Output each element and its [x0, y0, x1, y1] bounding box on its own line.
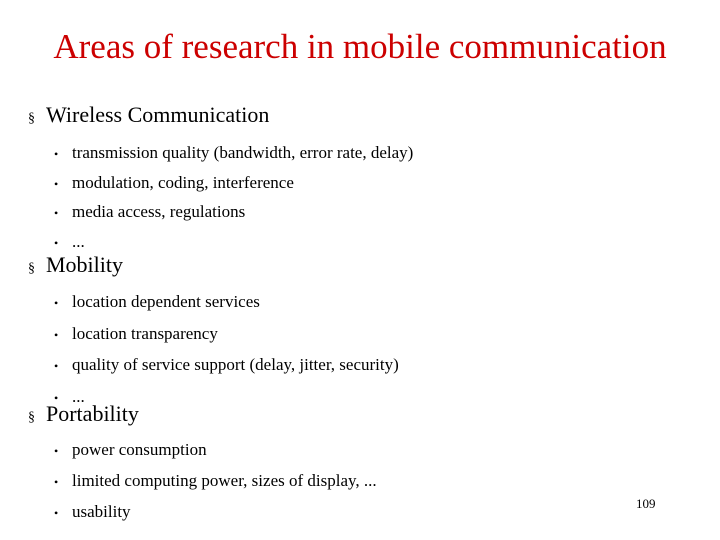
page-number: 109: [636, 496, 656, 511]
bullet-dot-icon: •: [54, 296, 59, 310]
section-wireless-communication: [28, 101, 413, 257]
section-heading: Wireless Communication: [46, 102, 270, 127]
bullet-dot-icon: •: [54, 359, 59, 373]
bullet-dot-icon: •: [54, 390, 59, 405]
list-item-text: usability: [72, 502, 131, 521]
list-item: [54, 497, 377, 528]
section-heading-row: [28, 101, 413, 133]
list-item-text: media access, regulations: [72, 202, 246, 221]
bullet-dot-icon: •: [54, 206, 59, 220]
section-heading-row: [28, 400, 377, 432]
list-item-text: limited computing power, sizes of display, ...: [72, 471, 377, 490]
bullet-dot-icon: •: [54, 444, 59, 458]
list-item-text: location dependent services: [72, 292, 260, 311]
section-heading: Mobility: [46, 252, 124, 277]
bullet-dot-icon: •: [54, 176, 59, 191]
bullet-dot-icon: •: [54, 475, 59, 489]
sub-list: [54, 139, 413, 257]
list-item: [54, 435, 377, 466]
section-mark-icon: §: [28, 111, 35, 126]
list-item-text: quality of service support (delay, jitter, security): [72, 355, 399, 374]
list-item: [54, 350, 399, 382]
bullet-dot-icon: •: [54, 327, 59, 342]
list-item-text: location transparency: [72, 323, 218, 343]
list-item-text: ...: [72, 386, 85, 406]
list-item: [54, 287, 399, 319]
list-item: [54, 198, 413, 228]
list-item: [54, 319, 399, 351]
section-portability: [28, 400, 377, 528]
list-item: [54, 466, 377, 497]
slide-title: Areas of research in mobile communication: [53, 27, 667, 66]
section-heading-row: [28, 251, 399, 283]
list-item-text: ...: [72, 231, 85, 251]
bullet-dot-icon: •: [54, 147, 59, 161]
list-item: [54, 169, 413, 199]
bullet-dot-icon: •: [54, 235, 59, 250]
section-mark-icon: §: [28, 261, 35, 276]
bullet-dot-icon: •: [54, 506, 59, 520]
section-mobility: [28, 251, 399, 413]
sub-list: [54, 435, 377, 528]
list-item: [54, 139, 413, 169]
section-mark-icon: §: [28, 410, 35, 425]
list-item-text: power consumption: [72, 440, 207, 459]
list-item-text: modulation, coding, interference: [72, 172, 294, 192]
list-item-text: transmission quality (bandwidth, error rate, delay): [72, 143, 414, 162]
sub-list: [54, 287, 399, 413]
section-heading: Portability: [46, 401, 139, 426]
